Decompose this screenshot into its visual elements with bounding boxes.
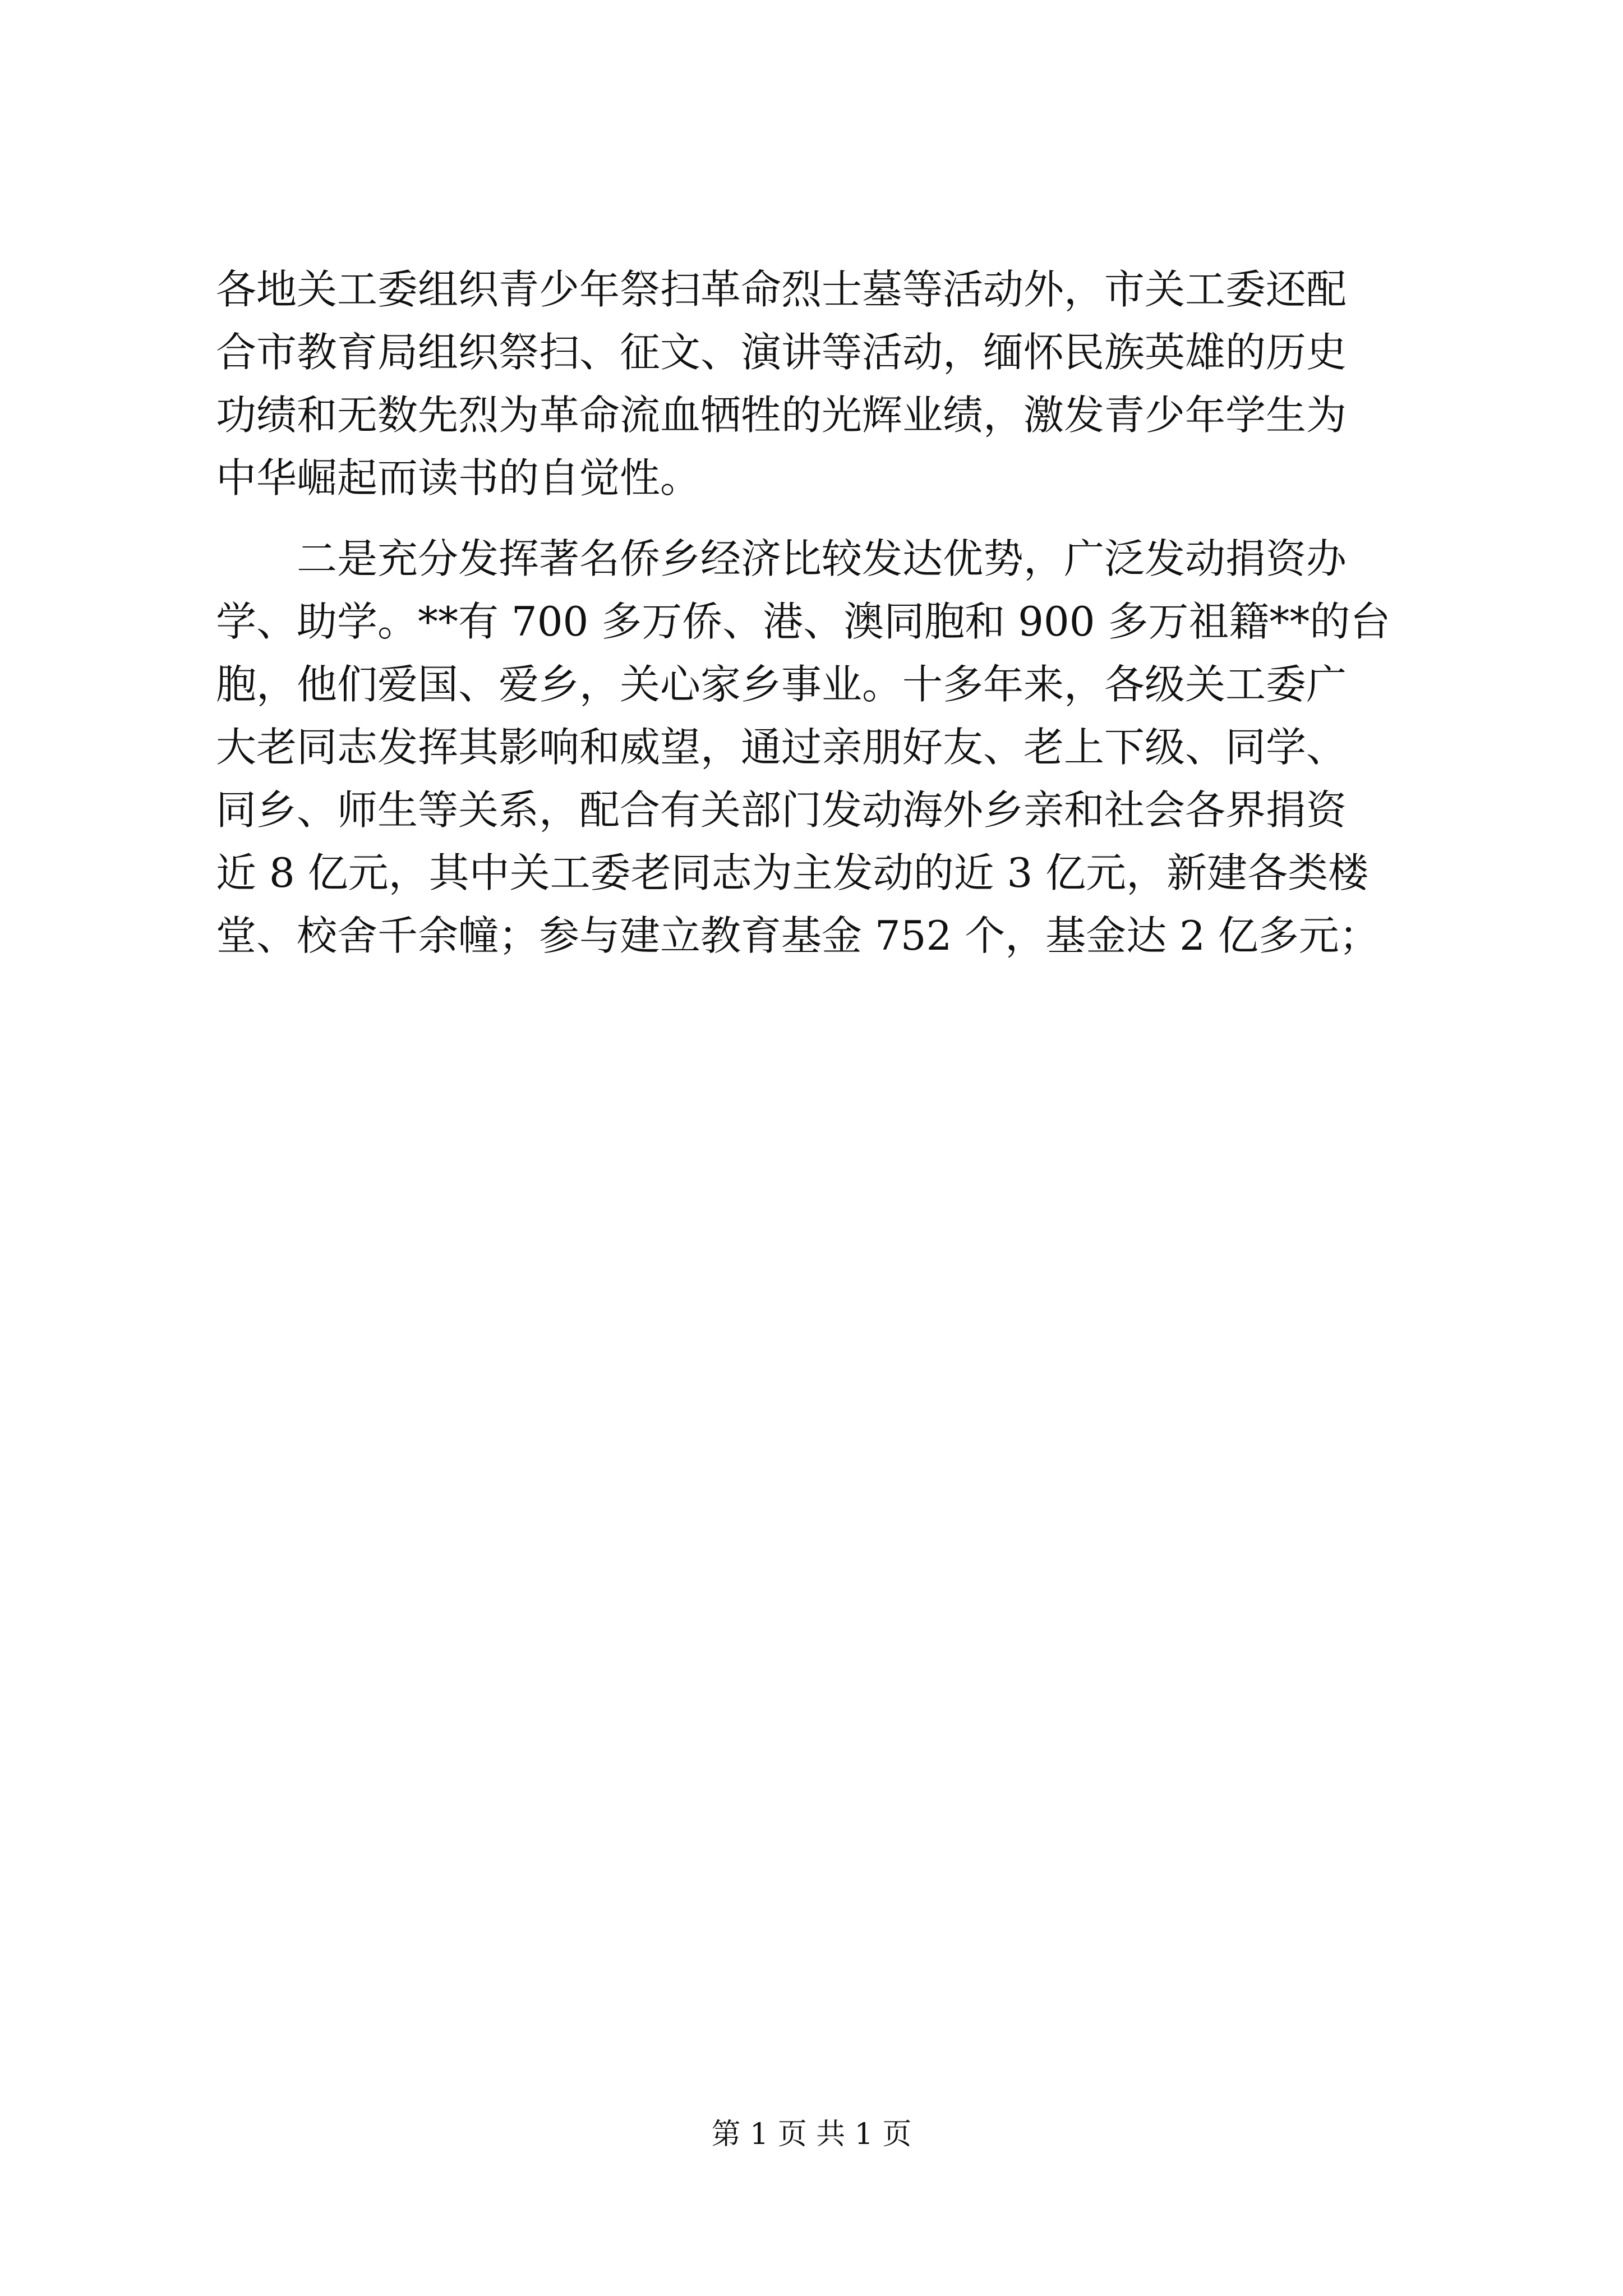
- text-line: 二是充分发挥著名侨乡经济比较发达优势，广泛发动捐资办: [297, 535, 1347, 582]
- page-footer: [0, 2115, 1623, 2154]
- text-line: 胞，他们爱国、爱乡，关心家乡事业。十多年来，各级关工委广: [216, 661, 1347, 708]
- text-line: 同乡、师生等关系，配合有关部门发动海外乡亲和社会各界捐资: [216, 786, 1347, 834]
- paragraph: [216, 258, 1422, 509]
- text-line: 功绩和无数先烈为革命流血牺牲的光辉业绩，激发青少年学生为: [216, 392, 1347, 439]
- page-number-label: 第 1 页 共 1 页: [711, 2118, 912, 2151]
- text-line: 各地关工委组织青少年祭扫革命烈士墓等活动外，市关工委还配: [216, 266, 1347, 313]
- text-line: 学、助学。**有 700 多万侨、港、澳同胞和 900 多万祖籍**的台: [216, 598, 1391, 645]
- paragraph: [216, 527, 1422, 967]
- text-line: 中华崛起而读书的自觉性。: [216, 454, 701, 501]
- text-line: 堂、校舍千余幢；参与建立教育基金 752 个，基金达 2 亿多元；: [216, 912, 1380, 959]
- document-body: [216, 258, 1422, 967]
- paragraph-spacer: [216, 509, 1422, 527]
- text-line: 近 8 亿元，其中关工委老同志为主发动的近 3 亿元，新建各类楼: [216, 849, 1369, 896]
- text-line: 大老同志发挥其影响和威望，通过亲朋好友、老上下级、同学、: [216, 724, 1347, 771]
- text-line: 合市教育局组织祭扫、征文、演讲等活动，缅怀民族英雄的历史: [216, 329, 1347, 376]
